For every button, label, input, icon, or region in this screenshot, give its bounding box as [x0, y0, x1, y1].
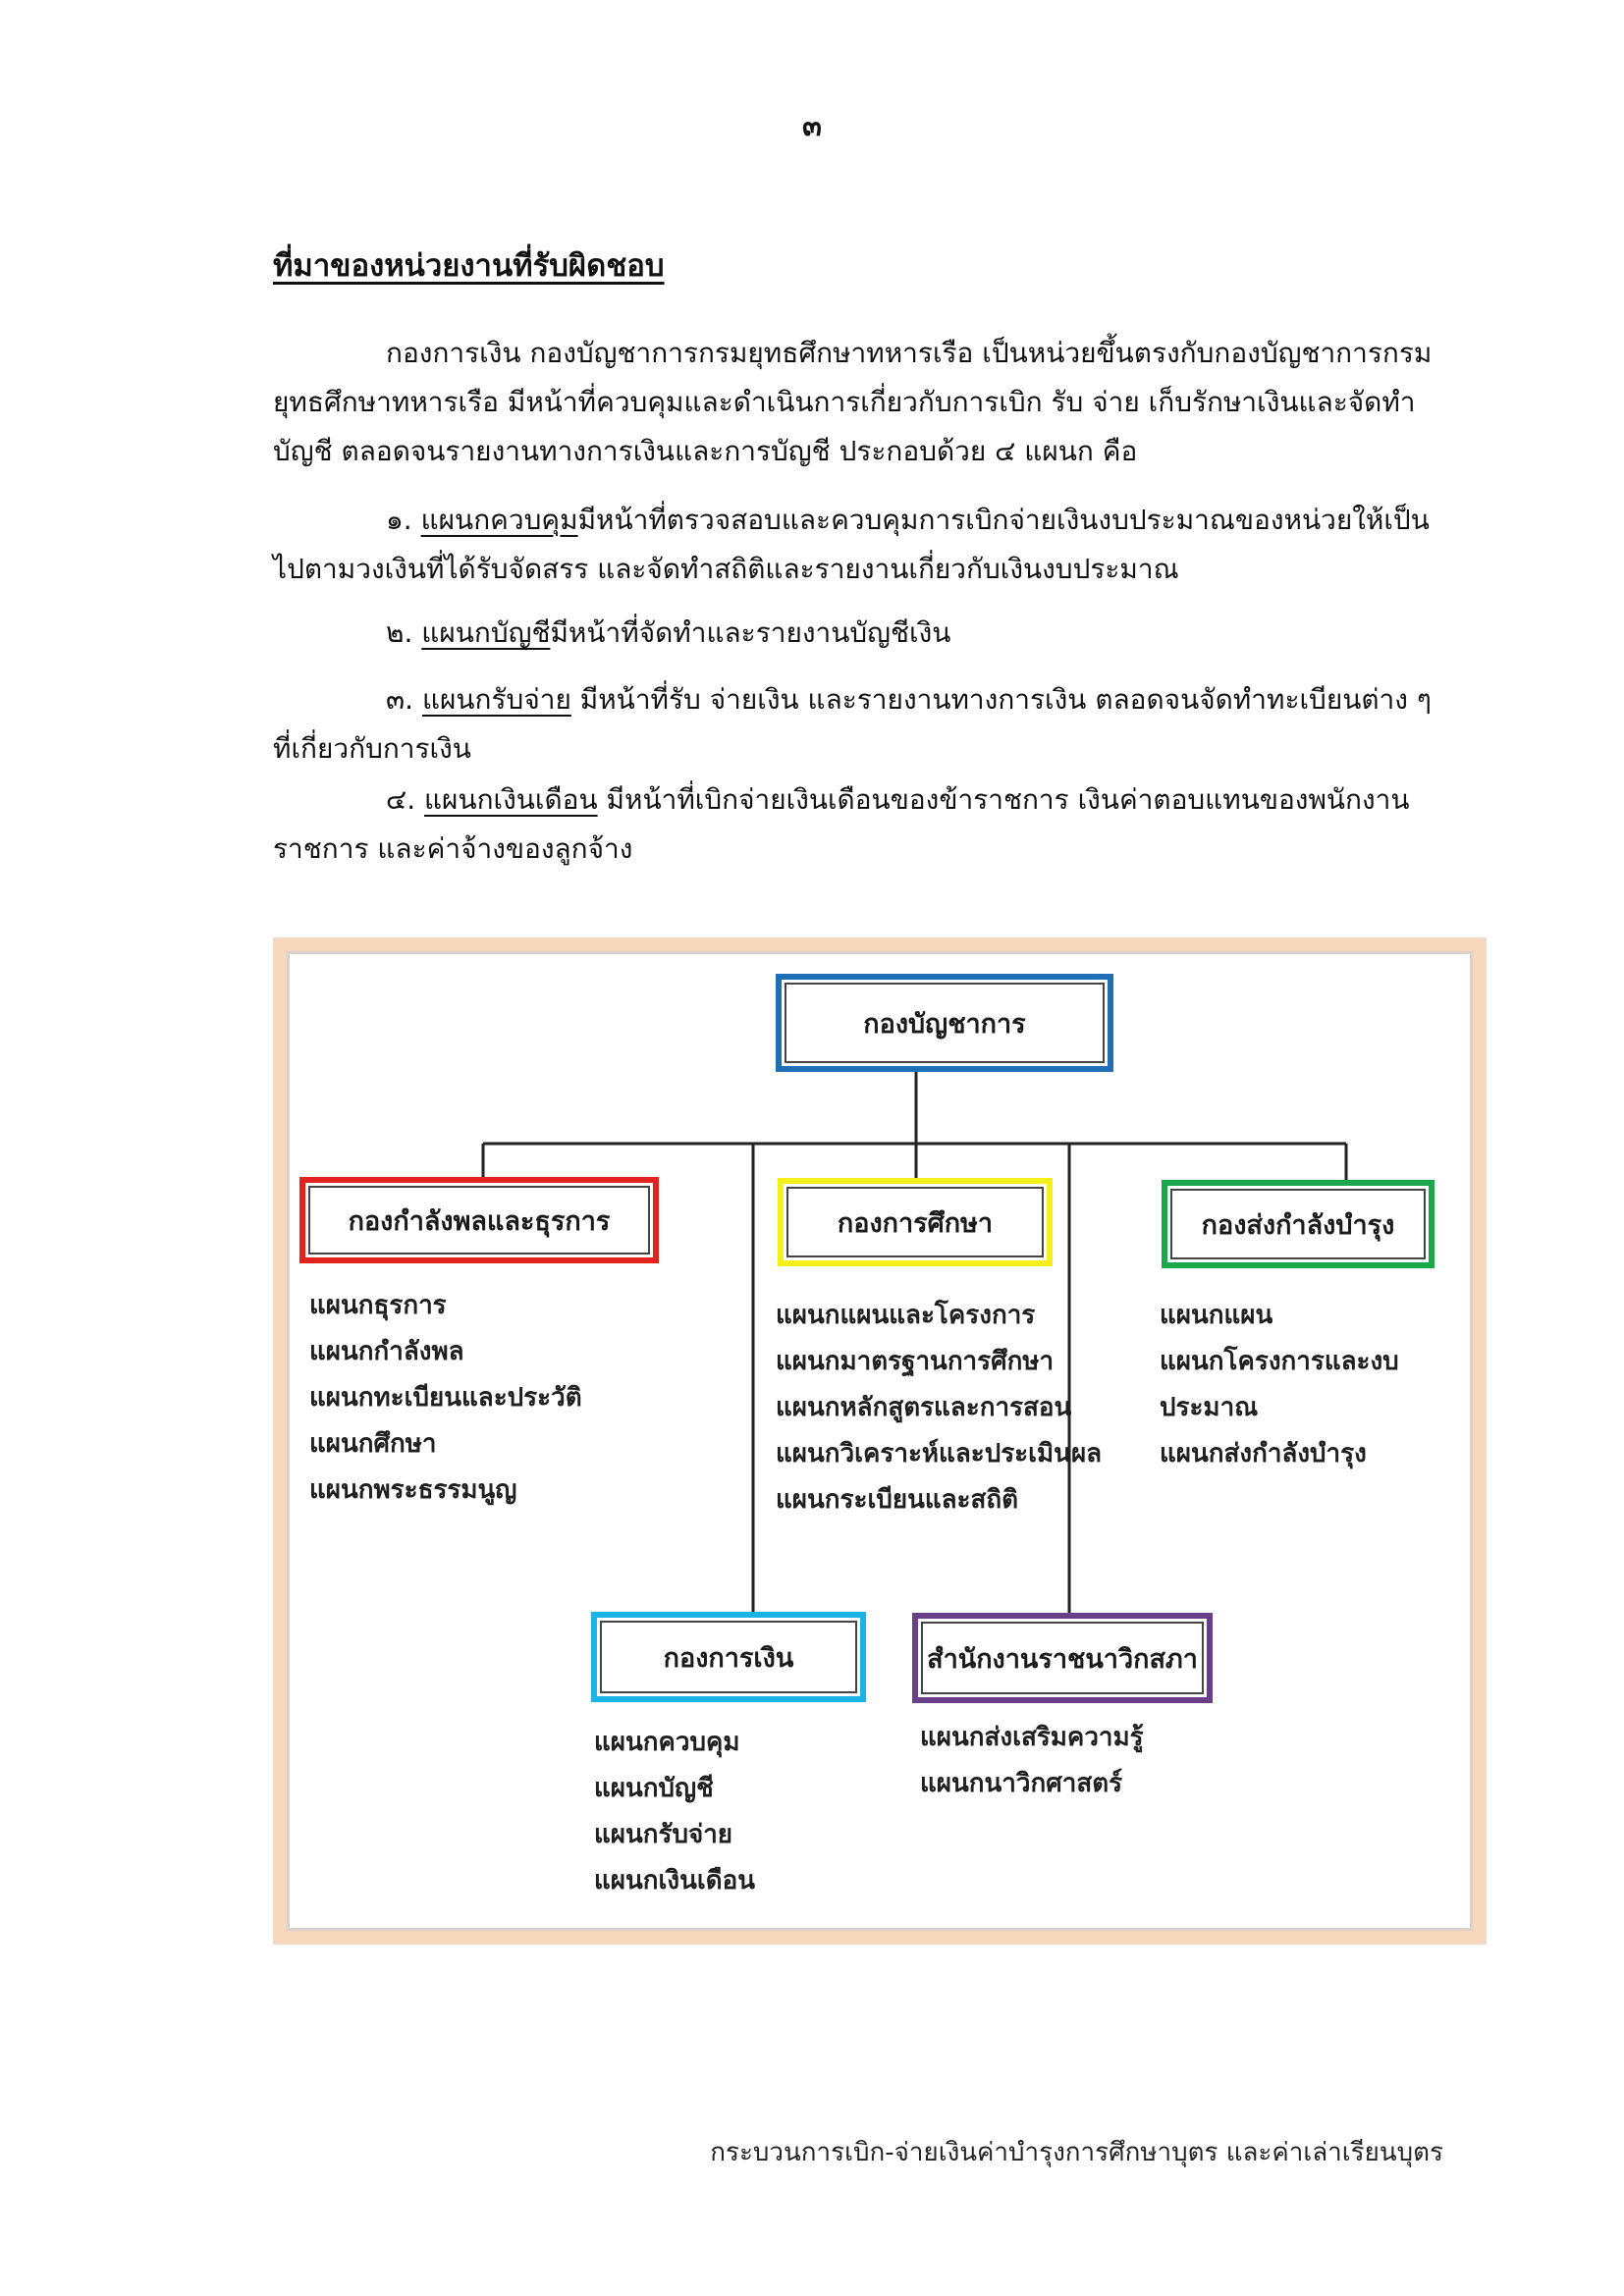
- department-name: แผนกกำลังพล: [309, 1337, 464, 1366]
- item-number: ๔.: [386, 783, 416, 816]
- unit-name: กองกำลังพลและธุรการ: [348, 1205, 611, 1237]
- item-text: มีหน้าที่จัดทำและรายงานบัญชีเงิน: [550, 616, 951, 649]
- department-item-3: [273, 675, 1443, 774]
- department-item-4: [273, 775, 1443, 874]
- department-name: แผนกส่งกำลังบำรุง: [1160, 1439, 1367, 1468]
- org-chart: [287, 951, 1473, 1931]
- department-name: แผนกทะเบียนและประวัติ: [309, 1383, 582, 1413]
- department-name: แผนกโครงการและงบประมาณ: [1160, 1347, 1399, 1422]
- department-name: แผนกรับจ่าย: [594, 1820, 733, 1849]
- department-list-education: [776, 1293, 1102, 1523]
- item-title: แผนกรับจ่าย: [421, 683, 571, 716]
- department-name: แผนกนาวิกศาสตร์: [920, 1769, 1123, 1798]
- unit-box-finance: [591, 1612, 866, 1702]
- intro-paragraph: [273, 329, 1443, 476]
- department-list-naval-council: [920, 1715, 1144, 1807]
- department-name: แผนกระเบียนและสถิติ: [776, 1485, 1018, 1515]
- item-text: มีหน้าที่ตรวจสอบและควบคุมการเบิกจ่ายเงินงบประมาณของหน่วยให้เป็นไปตามวงเงินที่ได้รับจัดสรร และจัดทำสถิติและรายงานเกี่ยวกับเงินงบประมาณ: [273, 504, 1430, 585]
- item-text: มีหน้าที่เบิกจ่ายเงินเดือนของข้าราชการ เงินค่าตอบแทนของพนักงานราชการ และค่าจ้างของลูกจ้าง: [273, 783, 1410, 865]
- page-number: ๓: [802, 109, 822, 142]
- department-name: แผนกเงินเดือน: [594, 1866, 756, 1896]
- page-footer: กระบวนการเบิก-จ่ายเงินค่าบำรุงการศึกษาบุตร และค่าเล่าเรียนบุตร: [710, 2138, 1443, 2167]
- item-number: ๑.: [386, 504, 412, 536]
- unit-name: สำนักงานราชนาวิกสภา: [927, 1643, 1198, 1675]
- department-name: แผนกมาตรฐานการศึกษา: [776, 1347, 1055, 1376]
- department-name: แผนกหลักสูตรและการสอน: [776, 1393, 1072, 1422]
- department-list-logistics: [1160, 1293, 1470, 1477]
- intro-text: กองการเงิน กองบัญชาการกรมยุทธศึกษาทหารเรือ เป็นหน่วยขึ้นตรงกับกองบัญชาการกรมยุทธศึกษาทหารเรือ มีหน้าที่ควบคุมและดำเนินการเกี่ยวกับการเบิก รับ จ่าย เก็บรักษาเงินและจัดทำบัญชี ตลอดจนรายงานทางการเงินและการบัญชี ประกอบด้วย ๔ แผนก คือ: [273, 337, 1433, 467]
- unit-box-personnel: [299, 1177, 659, 1263]
- unit-box-education: [778, 1178, 1053, 1266]
- department-name: แผนกวิเคราะห์และประเมินผล: [776, 1439, 1103, 1468]
- unit-name: กองการเงิน: [663, 1642, 794, 1674]
- department-list-finance: [594, 1720, 755, 1904]
- department-name: แผนกศึกษา: [309, 1429, 437, 1459]
- item-text: มีหน้าที่รับ จ่ายเงิน และรายงานทางการเงิน ตลอดจนจัดทำทะเบียนต่าง ๆ ที่เกี่ยวกับการเงิน: [273, 683, 1432, 765]
- department-name: แผนกแผนและโครงการ: [776, 1301, 1036, 1330]
- unit-name: กองส่งกำลังบำรุง: [1201, 1209, 1395, 1241]
- unit-name: กองการศึกษา: [837, 1207, 994, 1239]
- unit-box-naval-council: [912, 1613, 1213, 1703]
- item-number: ๒.: [386, 616, 413, 649]
- department-name: แผนกส่งเสริมความรู้: [920, 1723, 1144, 1752]
- department-item-1: [273, 496, 1443, 594]
- department-name: แผนกบัญชี: [594, 1774, 714, 1803]
- root-unit-name: กองบัญชาการ: [863, 1008, 1026, 1040]
- section-heading: ที่มาของหน่วยงานที่รับผิดชอบ: [273, 248, 665, 284]
- department-list-personnel: [309, 1283, 582, 1514]
- item-number: ๓.: [386, 683, 414, 716]
- item-title: แผนกควบคุม: [420, 504, 578, 536]
- item-title: แผนกบัญชี: [421, 616, 551, 649]
- org-chart-frame: [273, 937, 1487, 1945]
- department-name: แผนกแผน: [1160, 1301, 1273, 1330]
- department-item-2: [273, 609, 1443, 658]
- department-name: แผนกพระธรรมนูญ: [309, 1475, 517, 1505]
- unit-box-logistics: [1162, 1180, 1435, 1268]
- department-name: แผนกควบคุม: [594, 1728, 740, 1757]
- department-name: แผนกธุรการ: [309, 1291, 447, 1320]
- root-unit-box: [776, 974, 1113, 1072]
- item-title: แผนกเงินเดือน: [424, 783, 598, 816]
